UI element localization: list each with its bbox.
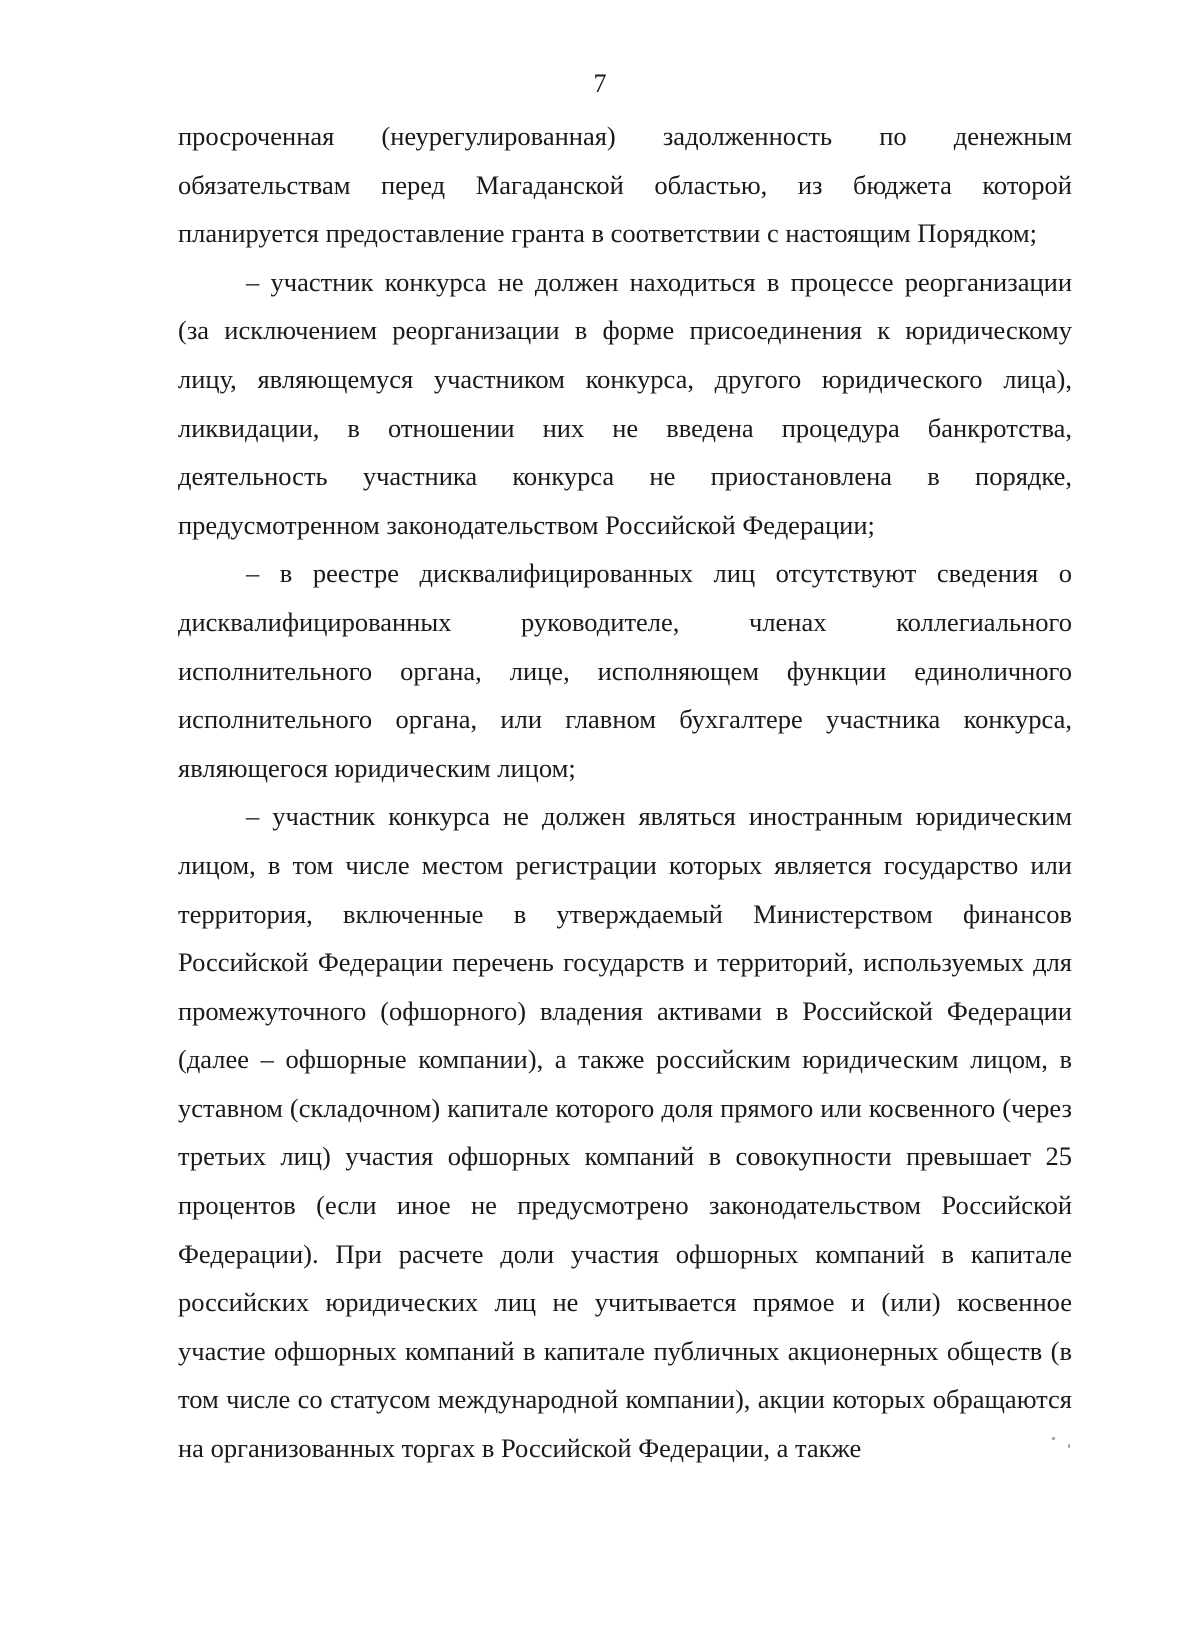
- scan-speck: [1068, 1444, 1070, 1448]
- paragraph-continuation: просроченная (неурегулированная) задолженность по денежным обязательствам перед Магаданской областью, из бюджета которой планируется предоставление гранта в соответствии с настоящим Порядком;: [178, 121, 1072, 249]
- page-number: 7: [593, 69, 607, 98]
- paragraph-offshore-condition: – участник конкурса не должен являться иностранным юридическим лицом, в том числе местом регистрации которых является государство или территория, включенные в утверждаемый Министерством финансов Российской Федерации перечень государств и территорий, используемых для промежуточного (офшорного) владения активами в Российской Федерации (далее – офшорные компании), а также российским юридическим лицом, в уставном (складочном) капитале которого доля прямого или косвенного (через третьих лиц) участия офшорных компаний в совокупности превышает 25 процентов (если иное не предусмотрено законодательством Российской Федерации). При расчете доли участия офшорных компаний в капитале российских юридических лиц не учитывается прямое и (или) косвенное участие офшорных компаний в капитале публичных акционерных обществ (в том числе со статусом международной компании), акции которых обращаются на организованных торгах в Российской Федерации, а также: [178, 801, 1072, 1464]
- scan-speck: [1052, 1437, 1055, 1440]
- paragraph-reorganization-condition: – участник конкурса не должен находиться в процессе реорганизации (за исключением реорганизации в форме присоединения к юридическому лицу, являющемуся участником конкурса, другого юридического лица), ликвидации, в отношении них не введена процедура банкротства, деятельность участника конкурса не приостановлена в порядке, предусмотренном законодательством Российской Федерации;: [178, 266, 1072, 540]
- paragraph-disqualified-persons-condition: – в реестре дисквалифицированных лиц отсутствуют сведения о дисквалифицированных руководителе, членах коллегиального исполнительного органа, лице, исполняющем функции единоличного исполнительного органа, или главном бухгалтере участника конкурса, являющегося юридическим лицом;: [178, 558, 1072, 783]
- document-body: [178, 112, 1072, 1473]
